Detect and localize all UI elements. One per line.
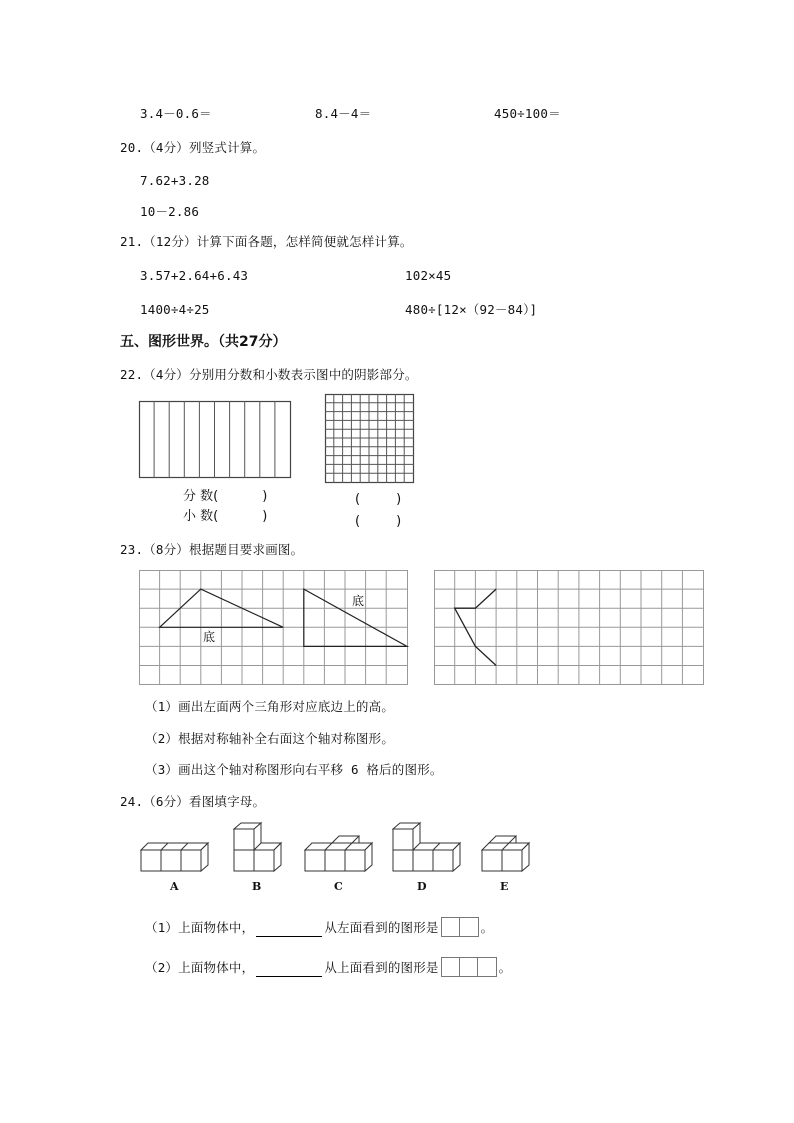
q24-line-1: （1）上面物体中， 从左面看到的图形是 。 [145, 917, 493, 937]
q21-item-1: 3.57+2.64+6.43 [140, 268, 249, 283]
q23-sub-1: （1）画出左面两个三角形对应底边上的高。 [145, 699, 395, 714]
cube-label-c: C [334, 880, 343, 893]
q21-item-4: 480÷[12×（92－84）] [405, 302, 538, 317]
cube-label-a: A [170, 880, 179, 893]
q21-title: 21.（12分）计算下面各题，怎样简便就怎样计算。 [120, 234, 413, 249]
cube-figure-e [481, 830, 531, 875]
q19-expr-1: 3.4－0.6＝ [140, 106, 212, 121]
q21-item-2: 102×45 [405, 268, 452, 283]
q24-title: 24.（6分）看图填字母。 [120, 794, 266, 809]
q23-title: 23.（8分）根据题目要求画图。 [120, 542, 304, 557]
cube-figure-a [140, 820, 210, 875]
cube-label-e: E [500, 880, 509, 893]
cube-figure-b [233, 820, 283, 875]
q19-expr-2: 8.4－4＝ [315, 106, 372, 121]
base-label-left: 底 [203, 630, 216, 644]
decimal-label: 小 数( ) [183, 509, 268, 524]
three-square-view-icon [441, 957, 497, 977]
q22-title: 22.（4分）分别用分数和小数表示图中的阴影部分。 [120, 367, 418, 382]
q21-item-3: 1400÷4÷25 [140, 302, 210, 317]
answer-blank-1[interactable] [256, 923, 322, 937]
cube-label-b: B [252, 880, 262, 893]
cube-figure-c [304, 830, 374, 875]
q23-sub-3: （3）画出这个轴对称图形向右平移 6 格后的图形。 [145, 762, 443, 777]
symmetry-grid [434, 570, 705, 686]
fraction-label: 分 数( ) [183, 489, 268, 504]
cube-label-d: D [417, 880, 427, 893]
answer-blank-2[interactable] [256, 963, 322, 977]
q20-item-2: 10－2.86 [140, 204, 200, 219]
q23-sub-2: （2）根据对称轴补全右面这个轴对称图形。 [145, 731, 395, 746]
q20-item-1: 7.62+3.28 [140, 173, 210, 188]
section-heading: 五、图形世界。（共27分） [120, 334, 287, 350]
base-label-right: 底 [352, 594, 365, 608]
triangles-grid [139, 570, 409, 686]
cube-figure-d [392, 820, 462, 875]
grid-fraction-blank: ( ) [355, 492, 402, 507]
grid-decimal-blank: ( ) [355, 514, 402, 529]
q19-expr-3: 450÷100＝ [494, 106, 561, 121]
hundred-grid-figure [325, 394, 414, 483]
q20-title: 20.（4分）列竖式计算。 [120, 140, 266, 155]
strip-rectangle-figure [139, 401, 291, 478]
q24-line-2: （2）上面物体中， 从上面看到的图形是 。 [145, 957, 511, 977]
two-square-view-icon [441, 917, 479, 937]
